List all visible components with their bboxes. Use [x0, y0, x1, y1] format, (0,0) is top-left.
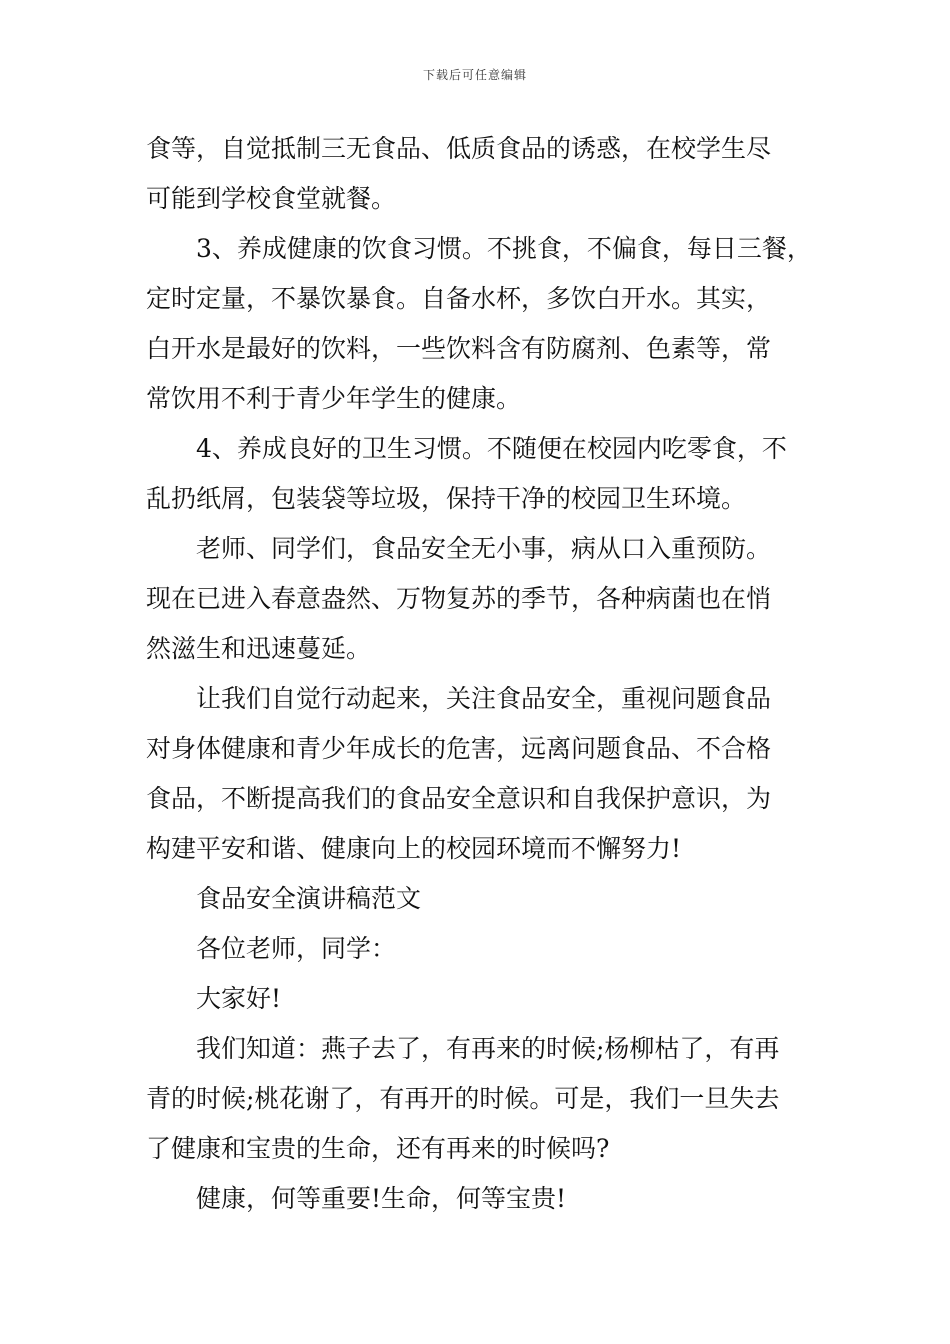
text-line: 青的时候;桃花谢了，有再开的时候。可是，我们一旦失去: [146, 1084, 780, 1113]
document-body: [146, 124, 818, 1224]
text-line: 食品，不断提高我们的食品安全意识和自我保护意识，为: [146, 784, 772, 813]
text-line: 健康，何等重要!生命，何等宝贵!: [196, 1184, 567, 1213]
text-line: 3、养成健康的饮食习惯。不挑食，不偏食，每日三餐，: [196, 234, 812, 263]
text-line: 可能到学校食堂就餐。: [146, 184, 397, 213]
section-title: 食品安全演讲稿范文: [196, 884, 422, 913]
text-line: 4、养成良好的卫生习惯。不随便在校园内吃零食，不: [196, 434, 787, 463]
text-line: 老师、同学们，食品安全无小事，病从口入重预防。: [196, 534, 772, 563]
page-header-note: 下载后可任意编辑: [422, 68, 527, 82]
text-line: 定时定量，不暴饮暴食。自备水杯，多饮白开水。其实，: [146, 284, 772, 313]
text-line: 常饮用不利于青少年学生的健康。: [146, 384, 522, 413]
text-line: 让我们自觉行动起来，关注食品安全，重视问题食品: [196, 684, 772, 713]
salutation: 各位老师，同学：: [196, 934, 397, 963]
text-line: 食等，自觉抵制三无食品、低质食品的诱惑，在校学生尽: [146, 134, 772, 163]
greeting: 大家好!: [196, 984, 282, 1013]
text-line: 构建平安和谐、健康向上的校园环境而不懈努力!: [146, 834, 682, 863]
text-line: 现在已进入春意盎然、万物复苏的季节，各种病菌也在悄: [146, 584, 772, 613]
text-line: 白开水是最好的饮料，一些饮料含有防腐剂、色素等，常: [146, 334, 772, 363]
text-line: 然滋生和迅速蔓延。: [146, 634, 372, 663]
text-line: 了健康和宝贵的生命，还有再来的时候吗?: [146, 1134, 610, 1163]
text-line: 乱扔纸屑，包装袋等垃圾，保持干净的校园卫生环境。: [146, 484, 747, 513]
text-line: 对身体健康和青少年成长的危害，远离问题食品、不合格: [146, 734, 772, 763]
text-line: 我们知道：燕子去了，有再来的时候;杨柳枯了，有再: [196, 1034, 780, 1063]
